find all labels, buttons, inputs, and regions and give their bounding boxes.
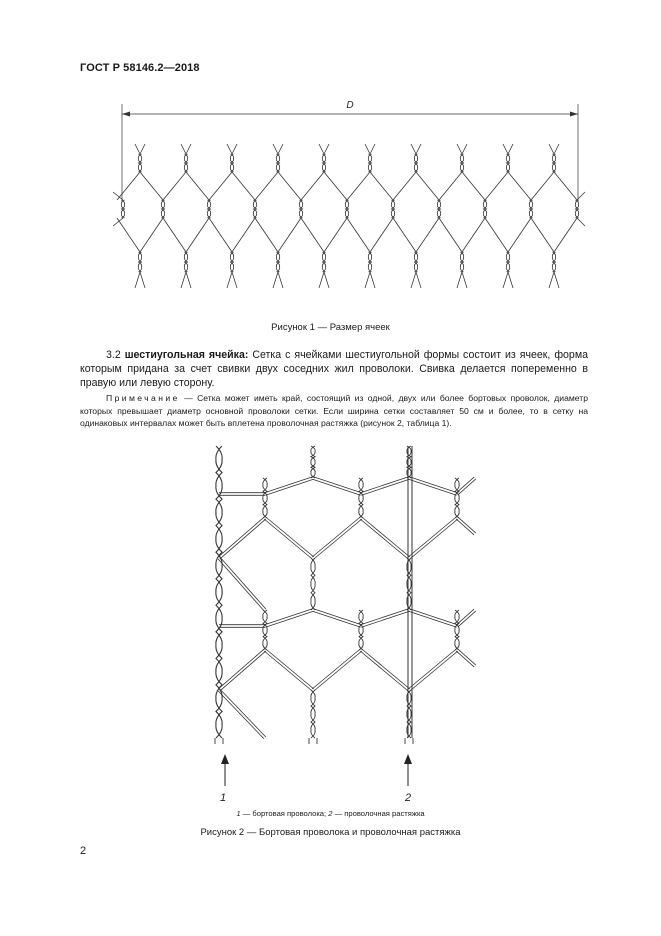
mesh-with-edge-wire: [215, 446, 476, 744]
note-paragraph: [80, 392, 588, 430]
note-label: Примечание: [106, 393, 180, 403]
definition-text: Сетка с ячейками шестиугольной формы состоит из ячеек, форма которым придана за счет свивки двух соседних жил проволоки. Свивка делается попеременно в правую или левую сторону.: [80, 349, 588, 389]
mesh-pattern: [113, 144, 585, 288]
paragraph-number: 3.2: [106, 349, 121, 361]
note-text: — Сетка может иметь край, состоящий из одной, двух или более бортовых проволок, диаметр которых превышает диаметр основной проволоки сетки. Если ширина сетки составляет 50 см и более, то в сетку на одинаковых интервалах может быть вплетена проволочная растяжка (рисунок 2, таблица 1).: [80, 393, 588, 428]
dimension-line: [122, 104, 578, 202]
dimension-label: D: [346, 100, 354, 111]
marker-2: 2: [404, 792, 412, 804]
definition-paragraph: [80, 349, 588, 390]
figure-1-caption: Рисунок 1 — Размер ячеек: [271, 322, 390, 333]
figure-2-caption: Рисунок 2 — Бортовая проволока и проволочная растяжка: [200, 827, 461, 838]
arrow-1: [221, 754, 229, 786]
legend-number-2: 2: [328, 809, 333, 818]
legend-number-1: 1: [236, 809, 241, 818]
arrow-2: [404, 754, 412, 786]
legend-text-2: — проволочная растяжка: [332, 809, 425, 818]
page-number: 2: [80, 845, 87, 857]
figure-2-selvedge-mesh: [205, 438, 485, 804]
legend-text-1: — бортовая проволока;: [240, 809, 329, 818]
marker-1: 1: [219, 792, 227, 804]
figure-2-legend: [0, 809, 661, 818]
document-header: ГОСТ Р 58146.2—2018: [80, 62, 200, 74]
term: шестиугольная ячейка:: [124, 349, 249, 361]
figure-1-hexagonal-mesh: [100, 92, 600, 312]
